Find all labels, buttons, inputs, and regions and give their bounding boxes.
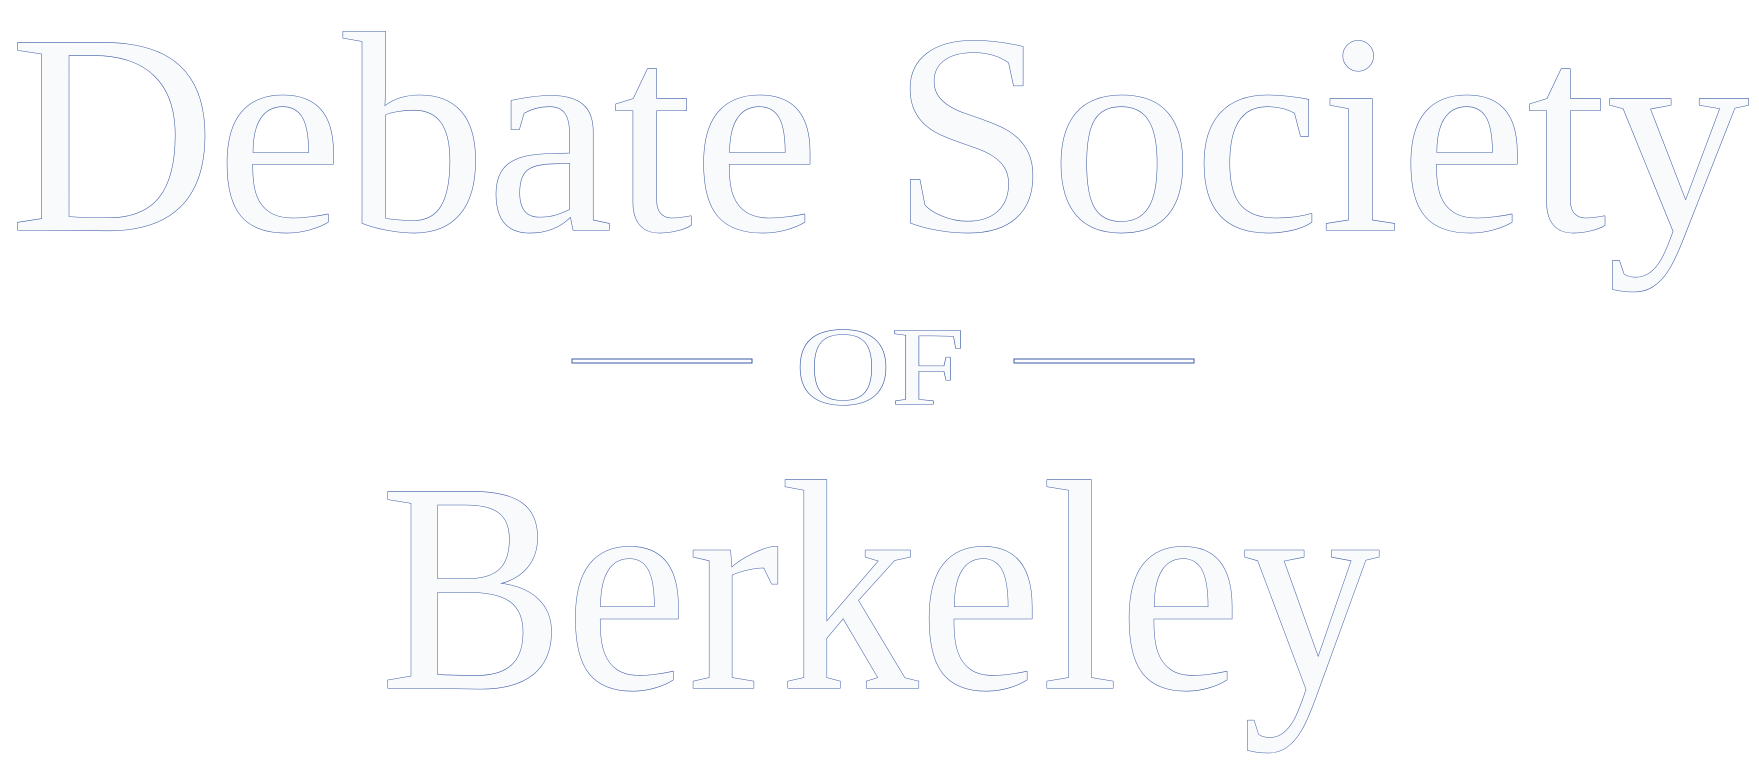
logo-line-debate-society: Debate Society [9,0,1750,292]
right-divider-rule [1014,359,1194,363]
logo-line-berkeley: Berkeley [380,421,1380,753]
left-divider-rule [572,359,752,363]
logo-connector-of: OF [795,305,965,429]
